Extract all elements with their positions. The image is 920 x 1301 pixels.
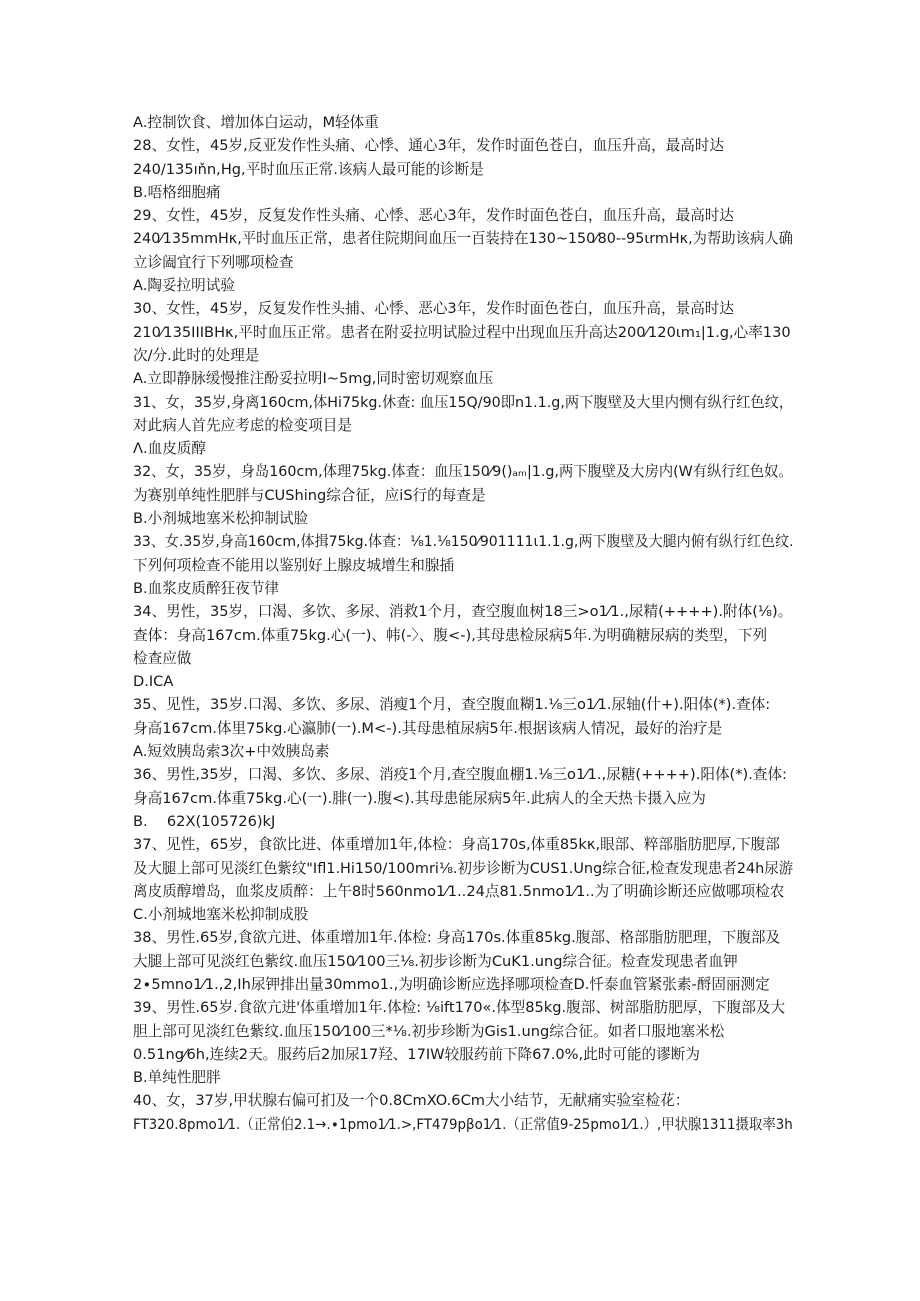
document-line: B. 62X(105726)kJ <box>133 812 276 830</box>
document-line: C.小剂城地塞米松抑制成股 <box>133 906 309 924</box>
document-line: 身高167cm.体重75kg.心(一).腓(一).腹<).其母患能尿病5年.此病人的全天热卡摄入应为 <box>133 789 706 807</box>
document-line: 2∙5mno1⁄1.,2,Ih尿钾排出量30mmo1.,为明确诊断应选择哪项检查D.忏泰血管紧张素-酹固丽测定 <box>133 975 770 993</box>
document-line: 立诊阖宜行下列哪项检查 <box>133 253 294 271</box>
document-line: 0.51ng⁄6h,连续2天。服药后2加尿17羟、17IW较服药前下降67.0%,此时可能的谬断为 <box>133 1045 700 1063</box>
document-line: 及大腿上部可见淡红色紫纹"Ifl1.Hi150/100mri⅛.初步诊断为CUS1.Ung综合征,检查发现患者24h尿游 <box>133 859 794 877</box>
document-line: 离皮质醇增岛，血浆皮质醉：上午8时560nmo1⁄1..24点81.5nmo1⁄1..为了明确诊断还应做哪项检农 <box>133 882 785 900</box>
document-line: 33、女.35岁,身高160cm,体揖75kg.体查：⅛1.⅛150⁄901111ι1.1.g,两下腹壁及大腿内俯有纵行红色纹. <box>133 533 794 551</box>
document-line: A.短效胰岛索3次+中效胰岛素 <box>133 743 330 761</box>
document-line: B.小剂城地塞米松抑制试脸 <box>133 510 309 528</box>
document-line: 39、男性.65岁.食欲亢进'体重增加1年.体检: ⅛ift170«.体型85kg.腹部、树部脂肪肥厚，下腹部及大 <box>133 999 786 1017</box>
document-body <box>133 111 793 1136</box>
document-line: Λ.血皮质醇 <box>133 440 206 458</box>
document-line: 32、女，35岁，身岛160cm,体理75kg.体查：血压150⁄9()ₐₘ|1.g,两下腹壁及大房内(W有纵行红色奴。 <box>133 463 793 481</box>
document-line: 下列何项检查不能用以鉴别好上腺皮城增生和腺插 <box>133 556 455 574</box>
document-line: 31、女，35岁,身离160cm,体Hi75kg.休查: 血压15Q/90即n1.1.g,两下腹壁及大里内恻有纵行红色纹， <box>133 393 794 411</box>
document-line: 35、见性，35岁.口渴、多饮、多尿、消瘦1个月，查空腹血糊1.⅛三o1⁄1.尿轴(什+).阳体(*).查体: <box>133 696 771 714</box>
document-line: A.控制饮食、增加体白运动，M轻体重 <box>133 114 379 131</box>
document-line: FT320.8pmo1⁄1.（正常伯2.1→.∙1pmo1⁄1.>,FT479pβo1⁄1.（正常值9-25pmo1⁄1.）,甲状腺1311摄取率3h <box>133 1115 793 1133</box>
document-line: 为赛别单纯性肥胖与CUShing综合征，应iS行的每查是 <box>133 486 486 504</box>
document-line: 大腿上部可见淡红色紫纹.血压150⁄100三⅛.初步诊断为CuK1.ung综合征。检查发现患者血钾 <box>133 952 738 970</box>
document-line: A.陶妥拉明试验 <box>133 277 235 295</box>
document-line: 29、女性，45岁，反复发作性头痛、心悸、恶心3年，发作时面色苍白，血压升高，最高时达 <box>133 207 734 225</box>
document-line: B.单纯性肥胖 <box>133 1069 221 1087</box>
document-line: B.唔格细胞痛 <box>133 183 221 201</box>
document-line: B.血浆皮质醉狂夜节律 <box>133 579 279 597</box>
document-line: 28、女性，45岁,反亚发作性头痛、心悸、通心3年，发作时面色苍白，血压升高，最高时达 <box>133 137 725 155</box>
document-line: 37、见性，65岁，食欲比进、体重增加1年,体检：身高170s,体重85kκ,眼部、粹部脂肪肥厚,下腹部 <box>133 836 780 854</box>
document-line: 38、男性.65岁,食欲亢进、体重增加1年.体检: 身高170s.体重85kg.腹部、格部脂肪肥理，下腹部及 <box>133 929 781 947</box>
document-line: D.ICA <box>133 673 174 691</box>
document-line: 身高167cm.体里75kg.心瀛肺(一).M<-).其母患植尿病5年.根据该病人情况，最好的治疗是 <box>133 719 723 737</box>
document-line: 210⁄135IIIBHκ,平时血压正常。患者在附妥拉明试脸过程中出现血压升高达200⁄120ιm₁|1.g,心率130 <box>133 323 791 341</box>
document-line: 40、女，37岁,甲状腺右偏可扪及一个0.8CmXO.6Cm大小结节，无献痛实验室检花： <box>133 1092 690 1110</box>
document-line: 对此病人首先应考虑的检变项目是 <box>133 416 352 434</box>
document-line: 240⁄135mmHκ,平时血压正常，患者住院期间血压一百装持在130~150⁄80--95ιrmHκ,为帮助该病人确 <box>133 230 793 248</box>
document-line: 34、男性，35岁，口渴、多饮、多尿、消救1个月，查空腹血树18三>o1⁄1.,尿精(++++).附体(⅛)。 <box>133 603 793 621</box>
document-line: 胆上部可见淡红色紫纹.血压150⁄100三*⅛.初步珍断为Gis1.ung综合征。如者口服地塞米松 <box>133 1022 725 1040</box>
document-line: 次/分.此时的处理是 <box>133 346 260 364</box>
document-line: 检查应做 <box>133 649 192 667</box>
document-line: 查体：身高167cm.体重75kg.心(一)、帏(-〉、腹<-),其母患检尿病5年.为明确糖尿病的类型，下列 <box>133 626 768 644</box>
document-line: 30、女性，45岁，反复发作性头捕、心悸、恶心3年，发作时面色苍白，血压升高，景高时达 <box>133 300 734 318</box>
document-line: 240/135ıňn,Hg,平时血压正常.该病人最可能的诊断是 <box>133 160 484 178</box>
document-line: 36、男性,35岁，口渴、多饮、多尿、消疫1个月,查空腹血棚1.⅛三o1⁄1.,尿糖(++++).阳体(*).查体: <box>133 766 787 784</box>
document-line: A.立即静脉缓慢推注酚妥拉明I~5mg,同时密切观察血压 <box>133 370 494 388</box>
